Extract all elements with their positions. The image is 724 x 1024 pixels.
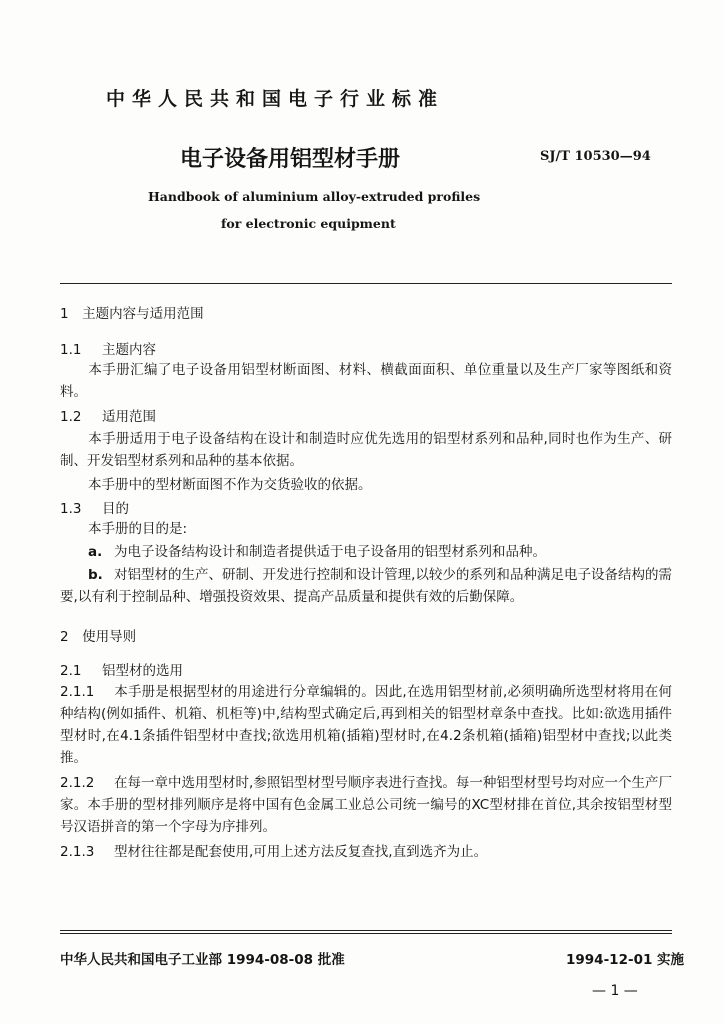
section-1-1-paragraph: 本手册汇编了电子设备用铝型材断面图、材料、横截面面积、单位重量以及生产厂家等图纸和资料。	[60, 362, 672, 400]
list-item-b: b. 对铝型材的生产、研制、开发进行控制和设计管理,以较少的系列和品种满足电子设备结构的需要,以有利于控制品种、增强投资效果、提高产品质量和提供有效的后勤保障。	[60, 564, 672, 608]
section-title: 铝型材的选用	[102, 663, 183, 679]
section-number: 2.1.1	[60, 684, 95, 700]
section-title: 目的	[102, 501, 129, 517]
section-number: 1.2	[60, 409, 82, 425]
list-label-a: a.	[88, 544, 103, 560]
section-2-heading: 2 使用导则	[60, 629, 137, 645]
section-title: 主题内容	[102, 342, 156, 358]
list-label-b: b.	[88, 567, 103, 583]
section-1-1-heading	[60, 338, 156, 358]
section-1-3-paragraph: 本手册的目的是:	[88, 521, 188, 537]
section-1-3-heading	[60, 497, 129, 517]
section-number: 2.1.3	[60, 844, 95, 860]
section-1-heading: 1 主题内容与适用范围	[60, 306, 204, 322]
section-number: 2.1	[60, 663, 82, 679]
section-1-2-paragraph-2: 本手册中的型材断面图不作为交货验收的依据。	[88, 477, 372, 493]
page-number: — 1 —	[592, 983, 638, 999]
document-title: 电子设备用铝型材手册	[180, 147, 401, 172]
section-number: 2.1.2	[60, 775, 95, 791]
section-2-1-2-paragraph: 2.1.2 在每一章中选用型材时,参照铝型材型号顺序表进行查找。每一种铝型材型号均对应一个生产厂家。本手册的型材排列顺序是将中国有色金属工业总公司统一编号的XC型材排在首位,其余按铝型材型号汉语拼音的第一个字母为序排列。	[60, 772, 672, 838]
footer-divider	[60, 930, 672, 934]
section-2-1-3-paragraph: 2.1.3 型材往往都是配套使用,可用上述方法反复查找,直到选齐为止。	[60, 841, 672, 863]
english-title-line-2: for electronic equipment	[221, 216, 396, 231]
section-2-1-heading	[60, 659, 183, 679]
header-divider	[60, 283, 672, 284]
section-number: 1.1	[60, 342, 82, 358]
list-item-a: a. 为电子设备结构设计和制造者提供适于电子设备用的铝型材系列和品种。	[60, 541, 672, 563]
standard-number: SJ/T 10530—94	[540, 149, 651, 164]
section-2-1-1-paragraph: 2.1.1 本手册是根据型材的用途进行分章编辑的。因此,在选用铝型材前,必须明确所选型材将用在何种结构(例如插件、机箱、机柜等)中,结构型式确定后,再到相关的铝型材章条中查找。比如:欲选用插件型材时,在4.1条插件铝型材中查找;欲选用机箱(插箱)型材时,在4.2条机箱(插箱)铝型材中查找;以此类推。	[60, 681, 672, 769]
english-title-line-1: Handbook of aluminium alloy-extruded profiles	[148, 189, 481, 204]
section-title: 适用范围	[102, 409, 156, 425]
section-1-2-heading	[60, 405, 156, 425]
approval-line: 中华人民共和国电子工业部 1994-08-08 批准	[60, 952, 345, 968]
issuing-body-header: 中华人民共和国电子行业标准	[106, 88, 445, 110]
section-1-2-paragraph-1: 本手册适用于电子设备结构在设计和制造时应优先选用的铝型材系列和品种,同时也作为生产、研制、开发铝型材系列和品种的基本依据。	[60, 431, 672, 469]
section-number: 1.3	[60, 501, 82, 517]
effective-date: 1994-12-01 实施	[566, 952, 685, 968]
